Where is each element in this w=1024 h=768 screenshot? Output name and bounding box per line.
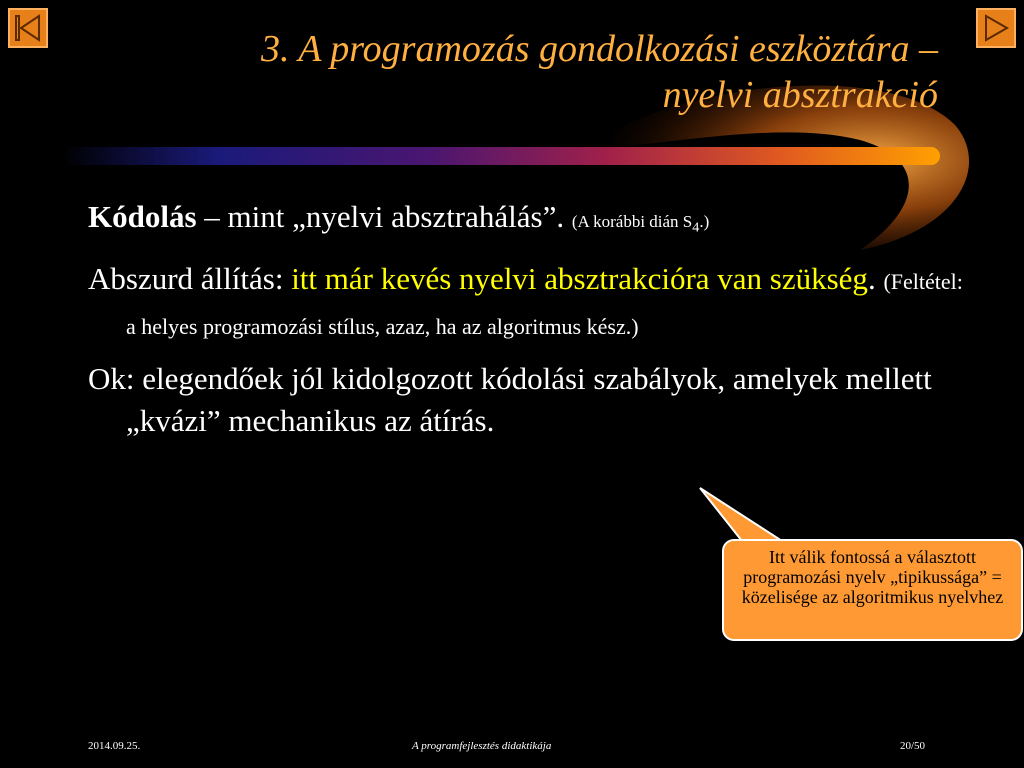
bullet-ok: Ok: elegendőek jól kidolgozott kódolási szabályok, amelyek mellett „kvázi” mechanikus az átírás. xyxy=(88,361,932,439)
kodolas-definition: – mint „nyelvi absztrahálás”. xyxy=(196,199,572,234)
kodolas-note-text: (A korábbi dián S xyxy=(571,212,693,231)
slide-title-line-1: 3. A programozás gondolkozási eszköztára – xyxy=(260,28,938,70)
callout-box: Itt válik fontossá a választott programozási nyelv „tipikussága” = közelisége az algoritmikus nyelvhez xyxy=(722,539,1023,641)
abszurd-prefix: Abszurd állítás: xyxy=(88,261,292,297)
abszurd-dot: . xyxy=(867,261,884,297)
term-kodolas: Kódolás xyxy=(88,199,197,234)
kodolas-note-subscript: 4 xyxy=(692,219,700,236)
abszurd-highlight: itt már kevés nyelvi absztrakcióra van szükség xyxy=(291,261,868,297)
kodolas-note-end: .) xyxy=(699,212,710,231)
footer-date: 2014.09.25. xyxy=(88,740,141,752)
footer-page-number: 20/50 xyxy=(900,740,926,752)
slide-title-line-2: nyelvi absztrakció xyxy=(662,74,938,116)
footer-course-title: A programfejlesztés didaktikája xyxy=(412,740,552,752)
abszurd-note: (Feltétel: a helyes programozási stílus, azaz, ha az algoritmus kész.) xyxy=(126,269,963,340)
